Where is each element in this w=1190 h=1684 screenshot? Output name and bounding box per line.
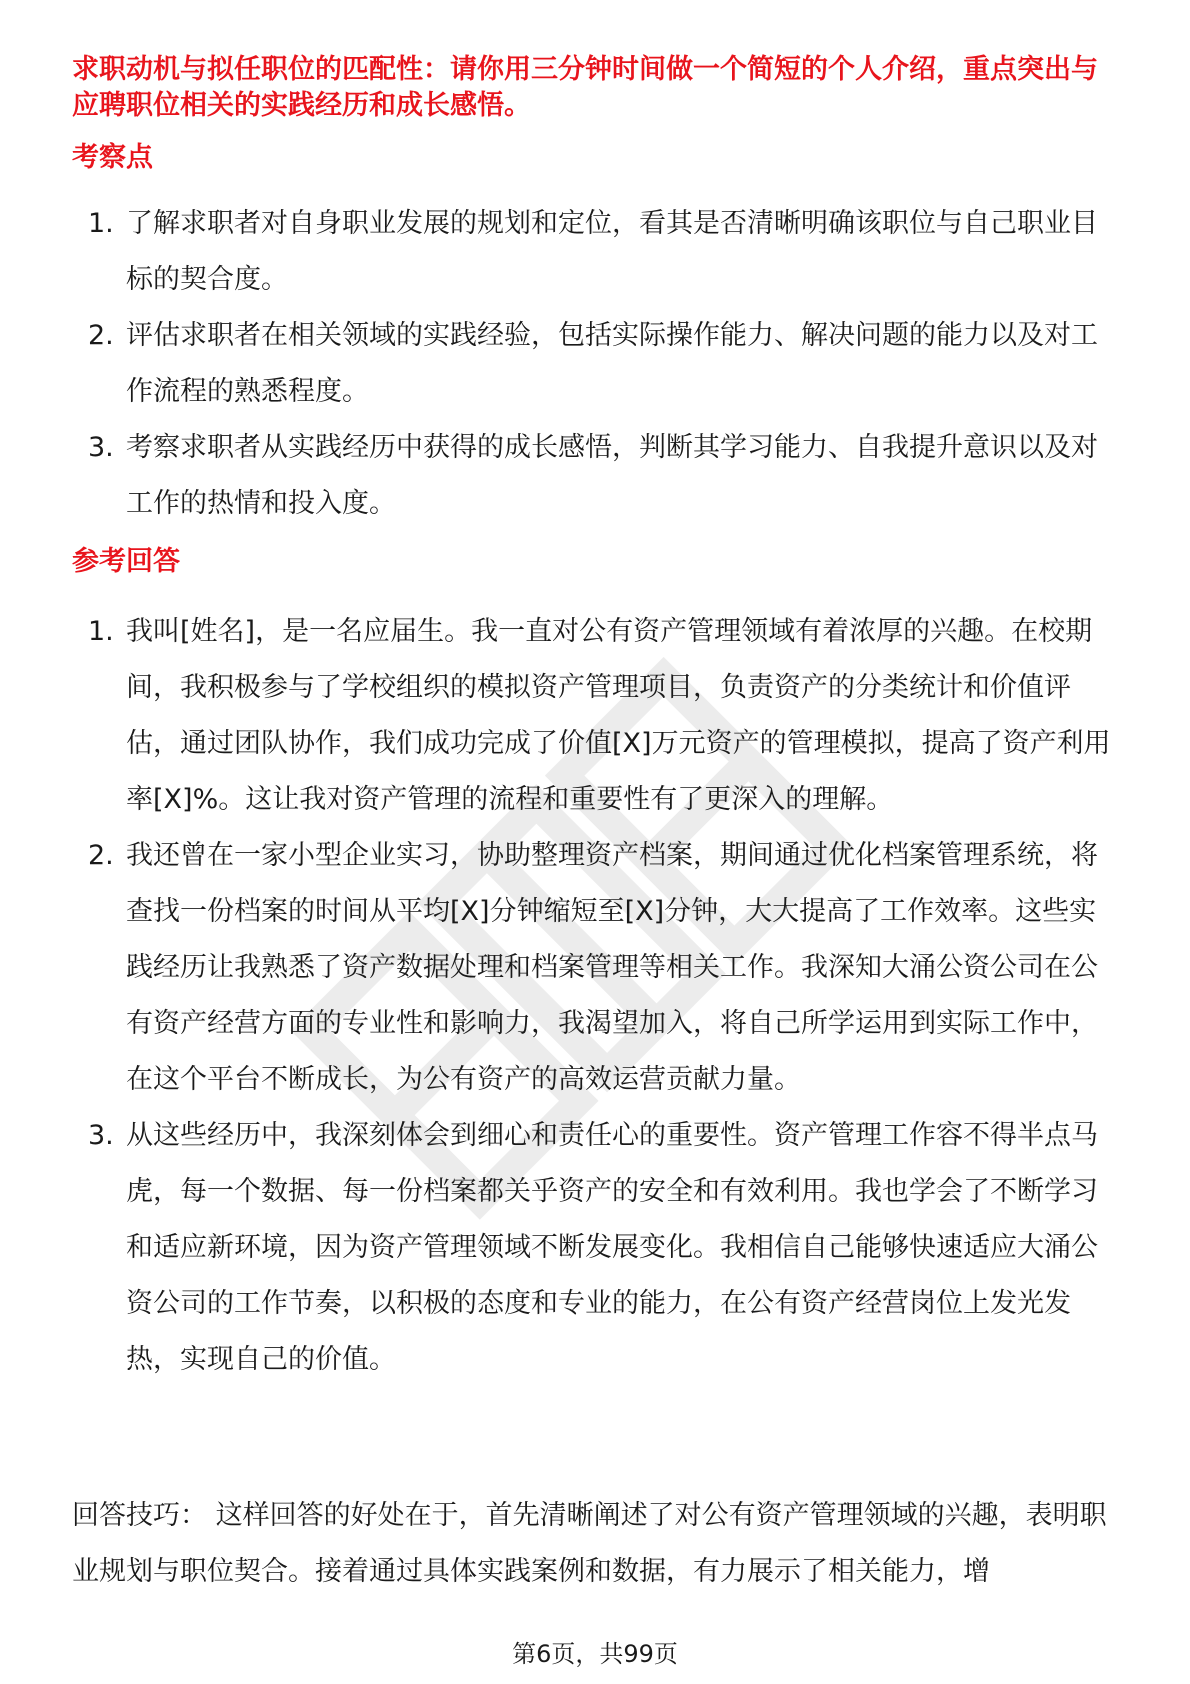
list-number: 2. <box>88 320 114 351</box>
page-number: 第6页，共99页 <box>512 1640 678 1668</box>
list-item <box>88 1108 1118 1388</box>
question-text: 求职动机与拟任职位的匹配性：请你用三分钟时间做一个简短的个人介绍，重点突出与应聘职位相关的实践经历和成长感悟。 <box>72 54 1098 121</box>
list-item <box>88 196 1118 308</box>
answer-tips: 回答技巧： 这样回答的好处在于，首先清晰阐述了对公有资产管理领域的兴趣，表明职业规划与职位契合。接着通过具体实践案例和数据，有力展示了相关能力，增 <box>72 1500 1107 1587</box>
points-list <box>88 196 1118 532</box>
list-item <box>88 604 1118 828</box>
list-number: 1. <box>88 208 114 239</box>
list-text: 从这些经历中，我深刻体会到细心和责任心的重要性。资产管理工作容不得半点马虎，每一个数据、每一份档案都关乎资产的安全和有效利用。我也学会了不断学习和适应新环境，因为资产管理领域不断发展变化。我相信自己能够快速适应大涌公资公司的工作节奏，以积极的态度和专业的能力，在公有资产经营岗位上发光发热，实现自己的价值。 <box>126 1120 1098 1375</box>
list-item <box>88 828 1118 1108</box>
list-number: 2. <box>88 840 114 871</box>
answer-section-title: 参考回答 <box>72 546 180 577</box>
list-item <box>88 420 1118 532</box>
list-number: 3. <box>88 1120 114 1151</box>
answers-list <box>88 604 1118 1388</box>
list-item <box>88 308 1118 420</box>
list-number: 1. <box>88 616 114 647</box>
list-text: 评估求职者在相关领域的实践经验，包括实际操作能力、解决问题的能力以及对工作流程的熟悉程度。 <box>126 320 1098 407</box>
list-number: 3. <box>88 432 114 463</box>
list-text: 我还曾在一家小型企业实习，协助整理资产档案，期间通过优化档案管理系统，将查找一份档案的时间从平均[X]分钟缩短至[X]分钟，大大提高了工作效率。这些实践经历让我熟悉了资产数据处理和档案管理等相关工作。我深知大涌公资公司在公有资产经营方面的专业性和影响力，我渴望加入，将自己所学运用到实际工作中，在这个平台不断成长，为公有资产的高效运营贡献力量。 <box>126 840 1098 1095</box>
points-section-title: 考察点 <box>72 142 153 173</box>
list-text: 考察求职者从实践经历中获得的成长感悟，判断其学习能力、自我提升意识以及对工作的热情和投入度。 <box>126 432 1098 519</box>
list-text: 了解求职者对自身职业发展的规划和定位，看其是否清晰明确该职位与自己职业目标的契合度。 <box>126 208 1098 295</box>
list-text: 我叫[姓名]，是一名应届生。我一直对公有资产管理领域有着浓厚的兴趣。在校期间，我积极参与了学校组织的模拟资产管理项目，负责资产的分类统计和价值评估，通过团队协作，我们成功完成了价值[X]万元资产的管理模拟，提高了资产利用率[X]%。这让我对资产管理的流程和重要性有了更深入的理解。 <box>126 616 1111 815</box>
